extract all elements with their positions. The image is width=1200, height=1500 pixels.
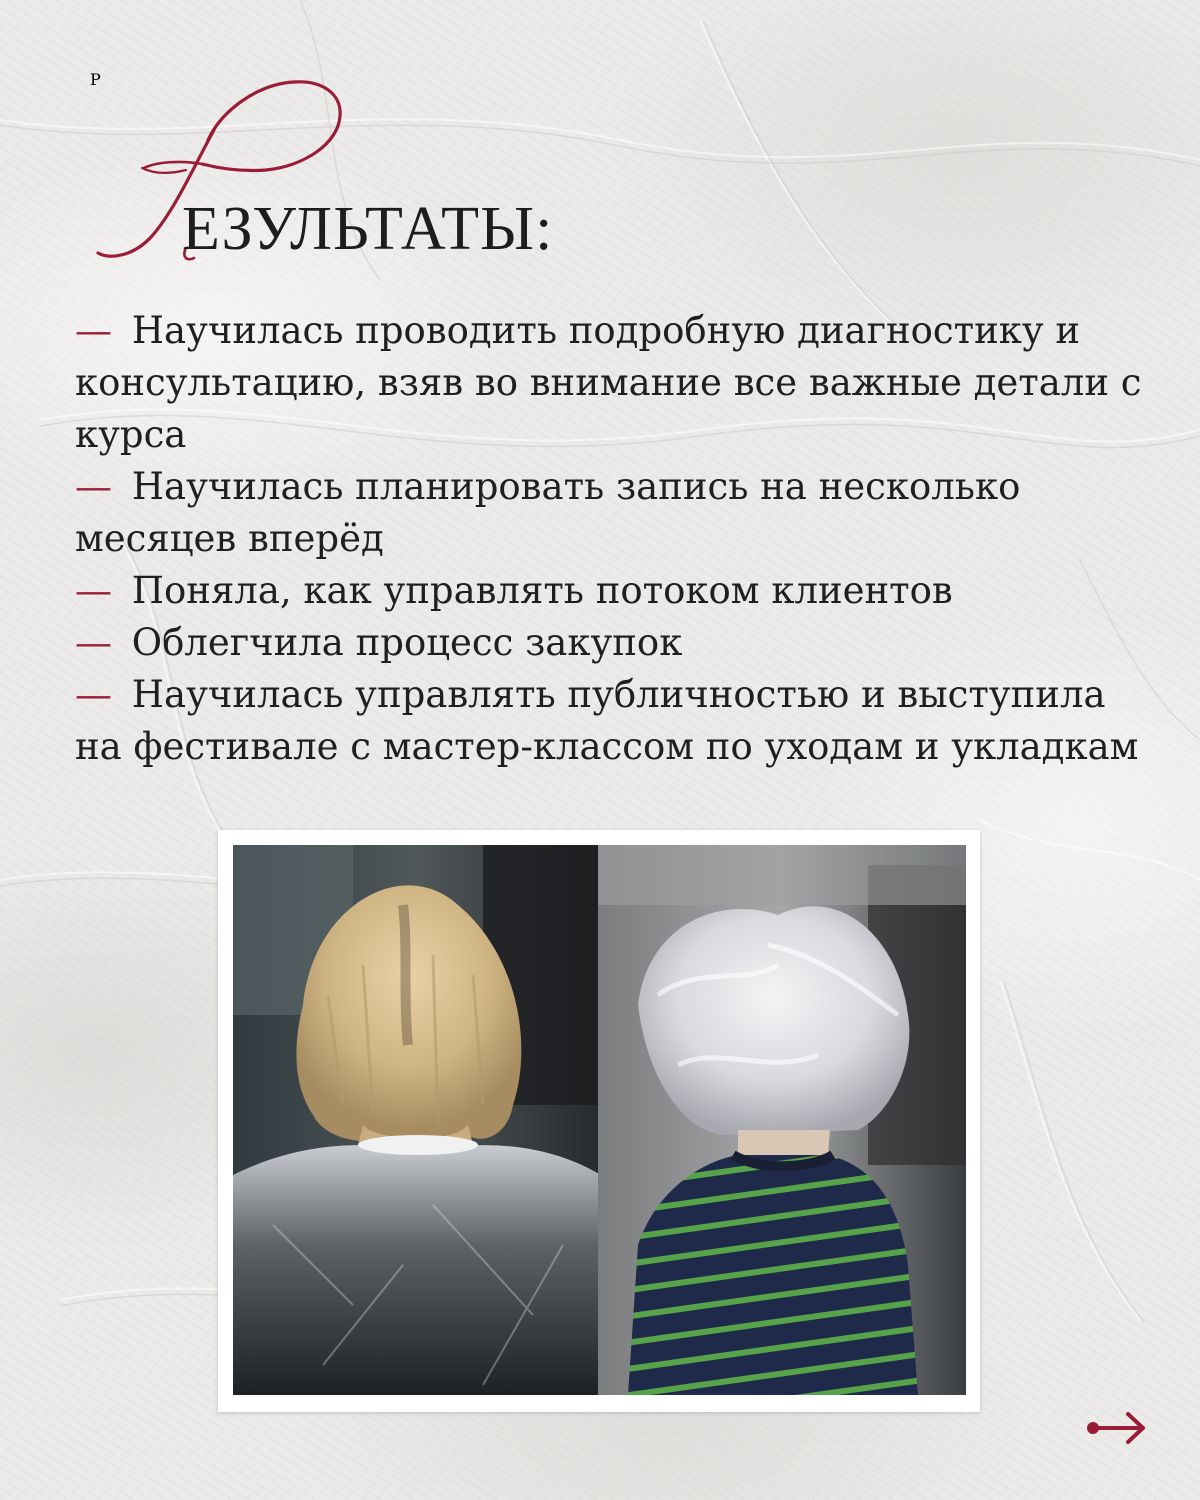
list-item: [75, 565, 1155, 617]
title-initial-letter: Р: [90, 70, 101, 89]
list-item-text: Поняла, как управлять потоком клиентов: [131, 569, 953, 612]
list-dash: —: [75, 673, 124, 716]
list-item-text: Облегчила процесс закупок: [131, 621, 683, 664]
list-item-text: Научилась проводить подробную диагностику и консультацию, взяв во внимание все важные детали с курса: [75, 309, 1142, 456]
list-item: [75, 617, 1155, 669]
list-dash: —: [75, 569, 124, 612]
list-dash: —: [75, 621, 124, 664]
after-photo: [598, 845, 966, 1395]
list-item: [75, 669, 1155, 773]
arrow-right-icon: [1084, 1403, 1150, 1453]
list-item: [75, 305, 1155, 461]
title-text: ЕЗУЛЬТАТЫ:: [182, 195, 554, 263]
before-photo: [233, 845, 601, 1395]
list-dash: —: [75, 465, 124, 508]
list-item-text: Научилась планировать запись на несколько месяцев вперёд: [75, 465, 1021, 560]
list-dash: —: [75, 309, 124, 352]
list-item-text: Научилась управлять публичностью и выступила на фестивале с мастер-классом по уходам и укладкам: [75, 673, 1139, 768]
before-after-photo-frame: [218, 830, 980, 1412]
results-list: [75, 305, 1155, 773]
next-page-button[interactable]: [1084, 1403, 1150, 1453]
page-title: [90, 70, 690, 270]
list-item: [75, 461, 1155, 565]
